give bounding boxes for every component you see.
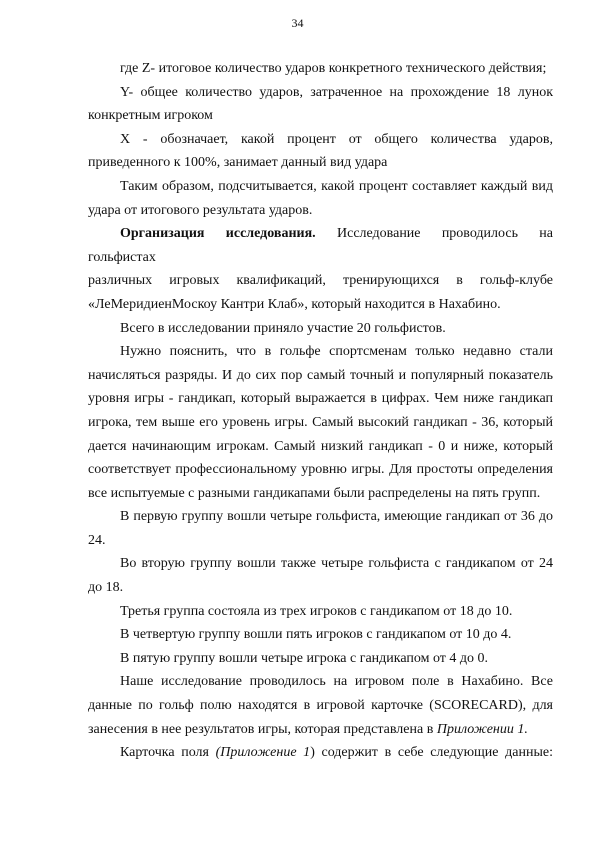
group-1-text: В первую группу вошли четыре гольфиста, имеющие гандикап от 36 до 24. (88, 509, 553, 548)
participants-text: Всего в исследовании приняло участие 20 гольфистов. (120, 320, 446, 336)
scorecard-text-1: Карточка поля (120, 745, 216, 761)
paragraph-z-definition (88, 57, 553, 81)
organization-text-2: различных игровых квалификаций, тренирующихся в гольф-клубе (88, 273, 553, 289)
group-3-text: Третья группа состояла из трех игроков с гандикапом от 18 до 10. (120, 603, 513, 619)
paragraph-calculation-line2 (88, 199, 553, 223)
paragraph-organization-line1 (88, 222, 553, 269)
y-definition-text-1: Y- общее количество ударов, затраченное на прохождение 18 лунок (120, 84, 553, 100)
paragraph-group-3 (88, 600, 553, 624)
paragraph-participants (88, 317, 553, 341)
paragraph-y-definition-line1 (88, 81, 553, 105)
paragraph-group-1 (88, 505, 553, 552)
z-definition-text: где Z- итоговое количество ударов конкретного технического действия; (120, 61, 547, 76)
x-definition-text-1: X - обозначает, какой процент от общего количества ударов, (120, 131, 553, 147)
paragraph-group-5 (88, 647, 553, 671)
paragraph-study-location (88, 670, 553, 741)
calculation-text-2: удара от итогового результата ударов. (88, 202, 313, 218)
paragraph-y-definition-line2 (88, 104, 553, 128)
document-body (88, 57, 553, 765)
paragraph-organization-line3 (88, 293, 553, 317)
group-2-text: Во вторую группу вошли также четыре гольфиста с гандикапом от 24 до 18. (88, 556, 553, 596)
group-5-text: В пятую группу вошли четыре игрока с гандикапом от 4 до 0. (120, 650, 489, 666)
paragraph-calculation-line1 (88, 175, 553, 199)
scorecard-text-2: ) содержит в себе следующие данные: (310, 745, 553, 761)
paragraph-handicap-explanation (88, 340, 553, 505)
paragraph-organization-line2 (88, 269, 553, 293)
paragraph-x-definition-line2 (88, 151, 553, 175)
page-number: 34 (291, 16, 304, 30)
calculation-text-1: Таким образом, подсчитывается, какой процент составляет каждый вид (120, 178, 553, 194)
paragraph-group-4 (88, 623, 553, 647)
appendix-1-reference: Приложении 1. (436, 721, 528, 737)
appendix-1-inline-reference: (Приложение 1 (215, 745, 311, 761)
x-definition-text-2: приведенного к 100%, занимает данный вид удара (88, 155, 388, 171)
group-4-text: В четвертую группу вошли пять игроков с гандикапом от 10 до 4. (120, 627, 512, 643)
handicap-explanation-text: Нужно пояснить, что в гольфе спортсменам только недавно стали начисляться разряды. И до сих пор самый точный и популярный показатель уровня игры - гандикап, который выражается в цифрах. Чем ниже гандикап игрока, тем выше его уровень игры. Самый высокий гандикап - 36, который дается начинающим игрокам. Самый низкий гандикап - 0 и ниже, который соответствует профессиональному уровню игры. Для простоты определения все испытуемые с разными гандикапами были распределены на пять групп. (88, 344, 553, 501)
organization-text-3: «ЛеМеридиенМоскоу Кантри Клаб», который находится в Нахабино. (88, 296, 501, 312)
paragraph-group-2 (88, 552, 553, 599)
study-location-text: Наше исследование проводилось на игровом поле в Нахабино. Все данные по гольф полю находятся в игровой карточке (SCORECARD), для занесения в нее результатов игры, которая представлена в (88, 674, 553, 737)
organization-heading: Организация исследования. (120, 226, 316, 242)
paragraph-scorecard (88, 741, 553, 765)
paragraph-x-definition-line1 (88, 128, 553, 152)
organization-text-1: Исследование проводилось на гольфистах (88, 226, 553, 265)
y-definition-text-2: конкретным игроком (88, 108, 213, 124)
